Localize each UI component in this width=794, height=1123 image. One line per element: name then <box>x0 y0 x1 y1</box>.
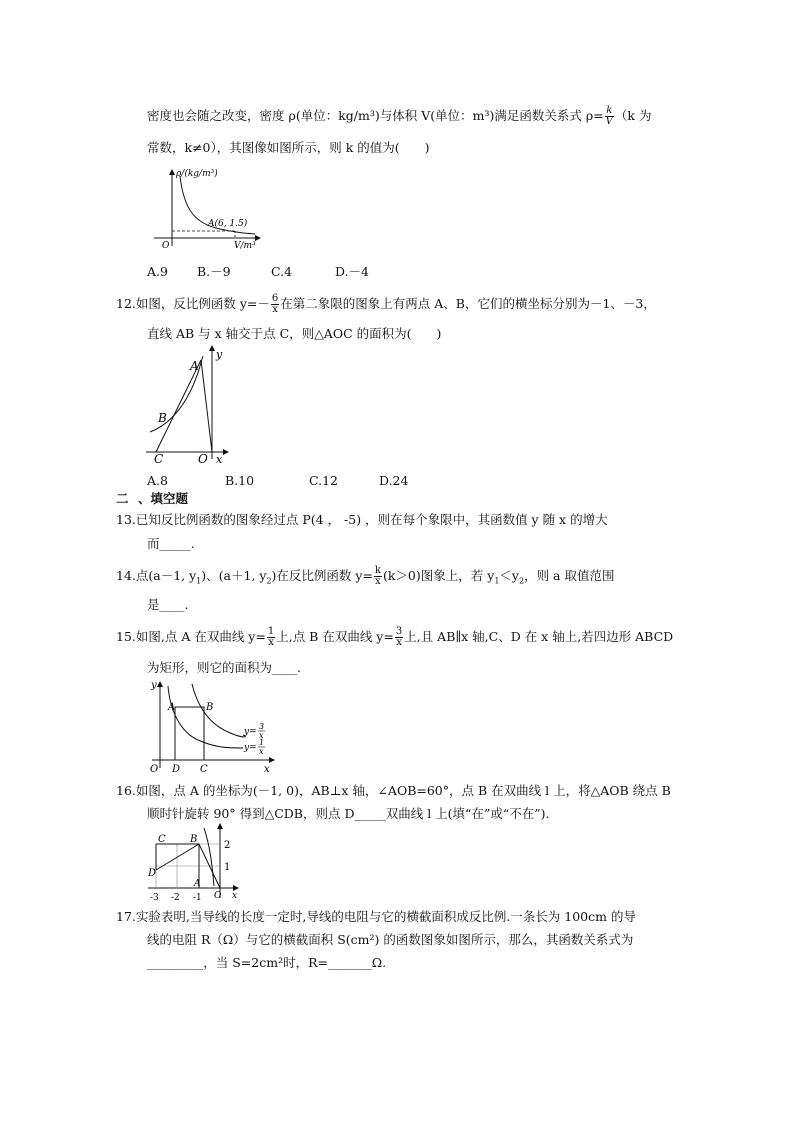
q17-line1: 17.实验表明,当导线的长度一定时,导线的电阻与它的横截面积成反比例.一条长为 100cm 的导 <box>116 909 636 924</box>
x-axis-label: x <box>232 891 238 901</box>
point-A-label: A <box>190 359 199 373</box>
point-D-label: D <box>148 868 157 879</box>
q15-fraction-1: $\frac{1}{x}$ <box>267 626 275 648</box>
curve3-num: 3 <box>259 722 265 731</box>
q15-fraction-3: $\frac{3}{x}$ <box>395 626 403 648</box>
point-B-label: B <box>206 702 214 713</box>
origin-label: O <box>198 452 208 466</box>
point-A-label: A <box>194 879 201 889</box>
q17-line3: _________，当 S=2cm²时，R=_______Ω. <box>147 955 387 970</box>
q15-line1: 15.如图,点 A 在双曲线 y= $\frac{1}{x}$ 上,点 B 在双曲线 y= $\frac{3}{x}$ 上,且 AB∥x 轴,C、D 在 x 轴上,若四边形 ABCD <box>116 626 674 648</box>
q14-fraction: $\frac{k}{x}$ <box>374 565 381 587</box>
point-A-label: A(6, 1.5) <box>208 219 248 229</box>
q17-line2: 线的电阻 R（Ω）与它的横截面积 S(cm²) 的函数图象如图所示，那么，其函数关系式为 <box>147 932 634 947</box>
q15-line2: 为矩形，则它的面积为____. <box>147 660 301 675</box>
line-AO <box>201 360 212 452</box>
y-axis-label: y <box>151 680 157 691</box>
point-A-label: A <box>168 702 176 713</box>
origin-label: O <box>214 891 222 901</box>
x-tick-minus2: -2 <box>171 893 180 903</box>
section-title: 二 、填空题 <box>116 491 189 506</box>
q12-line1: 12.如图，反比例函数 y=－ $\frac{6}{x}$ 在第二象限的图象上有两点 A、B，它们的横坐标分别为－1、－3， <box>116 293 656 315</box>
point-C-label: C <box>200 764 208 775</box>
curve1-num: 1 <box>259 738 265 747</box>
q16-line1: 16.如图，点 A 的坐标为(－1, 0)，AB⊥x 轴，∠AOB=60°，点 B 在双曲线 l 上，将△AOB 绕点 B <box>116 783 671 798</box>
q11-line1: 密度也会随之改变，密度 ρ(单位：kg/m³)与体积 V(单位：m³)满足函数关系式 ρ= $\frac{k}{V}$ （k 为 <box>147 105 652 127</box>
q13-line2: 而_____. <box>147 536 195 551</box>
q12-graph <box>146 344 236 464</box>
x-tick-minus1: -1 <box>193 893 202 903</box>
q16-graph <box>144 824 244 902</box>
y-axis-label: ρ/(kg/m³) <box>176 169 218 179</box>
origin-label: O <box>162 241 170 251</box>
q12-options: A.8 B.10 C.12 D.24 <box>147 473 409 488</box>
point-D-label: D <box>172 764 181 775</box>
rectangle-ABCD <box>175 707 204 760</box>
x-tick-minus3: -3 <box>150 893 159 903</box>
point-C-label: C <box>154 452 164 466</box>
q11-density-graph <box>150 166 280 251</box>
origin-label: O <box>150 764 159 775</box>
curve1-label: y= <box>244 743 257 753</box>
y-axis-label: y <box>216 348 223 361</box>
point-C-label: C <box>158 834 166 845</box>
q11-line2: 常数，k≠0），其图像如图所示，则 k 的值为( ) <box>147 140 430 155</box>
curve3-den: x <box>259 731 264 740</box>
q13-line1: 13.已知反比例函数的图象经过点 P(4 ， -5) ，则在每个象限中，其函数值 y 随 x 的增大 <box>116 512 608 527</box>
curve1-den: x <box>259 747 264 756</box>
point-B-label: B <box>190 834 198 845</box>
line-AB <box>156 360 201 452</box>
y-tick-2: 2 <box>224 840 231 851</box>
curve-y1x <box>168 686 243 748</box>
q12-line2: 直线 AB 与 x 轴交于点 C，则△AOC 的面积为( ) <box>147 326 442 341</box>
q12-fraction: $\frac{6}{x}$ <box>271 293 279 315</box>
q11-options: A.9 B.－9 C.4 D.－4 <box>147 264 370 279</box>
q15-graph <box>148 680 278 775</box>
q14-line1: 14.点(a－1, $y_1$)、(a＋1, $y_2$)在反比例函数 y= $\frac{k}{x}$ (k＞0)图象上，若 $y_1<y_2$，则 a 取值范围 <box>116 565 615 587</box>
point-B-label: B <box>158 411 167 425</box>
q16-line2: 顺时针旋转 90° 得到△CDB，则点 D_____双曲线 l 上(填“在”或“不在”). <box>147 806 550 821</box>
x-axis-label: V/m³ <box>234 241 256 251</box>
q11-fraction: $\frac{k}{V}$ <box>605 105 613 127</box>
curve3-label: y= <box>244 727 257 737</box>
x-axis-label: x <box>264 764 270 775</box>
curve-y3x <box>192 684 245 737</box>
x-axis-label: x <box>216 453 223 466</box>
q14-line2: 是____. <box>147 597 189 612</box>
y-tick-1: 1 <box>224 862 231 873</box>
